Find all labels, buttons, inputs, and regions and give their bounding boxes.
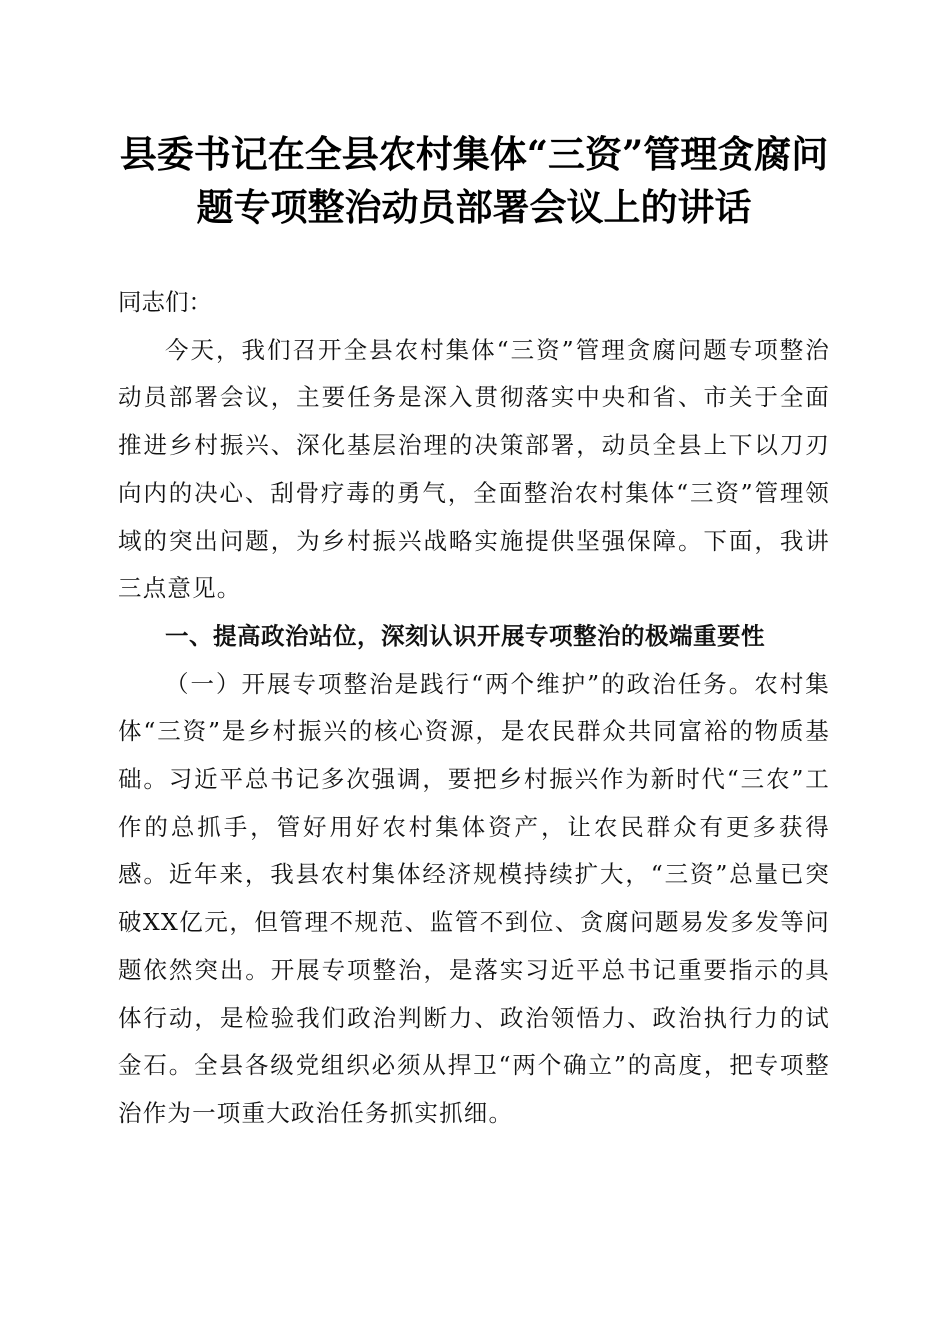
- section-1-heading: 一、提高政治站位，深刻认识开展专项整治的极端重要性: [165, 621, 765, 650]
- section-1-sub-1-paragraph: [118, 661, 830, 1138]
- section-1-sub-1-heading: （一）开展专项整治是践行“两个维护”的政治任务。: [165, 669, 755, 698]
- title-line-2: 题专项整治动员部署会议上的讲话: [196, 185, 752, 229]
- salutation: 同志们：: [118, 288, 212, 316]
- intro-paragraph: 今天，我们召开全县农村集体“三资”管理贪腐问题专项整治动员部署会议，主要任务是深入贯彻落实中央和省、市关于全面推进乡村振兴、深化基层治理的决策部署，动员全县上下以刀刃向内的决心、刮骨疗毒的勇气，全面整治农村集体“三资”管理领域的突出问题，为乡村振兴战略实施提供坚强保障。下面，我讲三点意见。: [118, 335, 830, 603]
- title-line-1: 县委书记在全县农村集体“三资”管理贪腐问: [119, 132, 829, 176]
- document-body: [118, 279, 830, 1138]
- document-title: [118, 128, 830, 234]
- document-page: [118, 128, 830, 1138]
- section-1-sub-1-body: 农村集体“三资”是乡村振兴的核心资源，是农民群众共同富裕的物质基础。习近平总书记多次强调，要把乡村振兴作为新时代“三农”工作的总抓手，管好用好农村集体资产，让农民群众有更多获得感。近年来，我县农村集体经济规模持续扩大，“三资”总量已突破XX亿元，但管理不规范、监管不到位、贪腐问题易发多发等问题依然突出。开展专项整治，是落实习近平总书记重要指示的具体行动，是检验我们政治判断力、政治领悟力、政治执行力的试金石。全县各级党组织必须从捍卫“两个确立”的高度，把专项整治作为一项重大政治任务抓实抓细。: [118, 669, 831, 1127]
